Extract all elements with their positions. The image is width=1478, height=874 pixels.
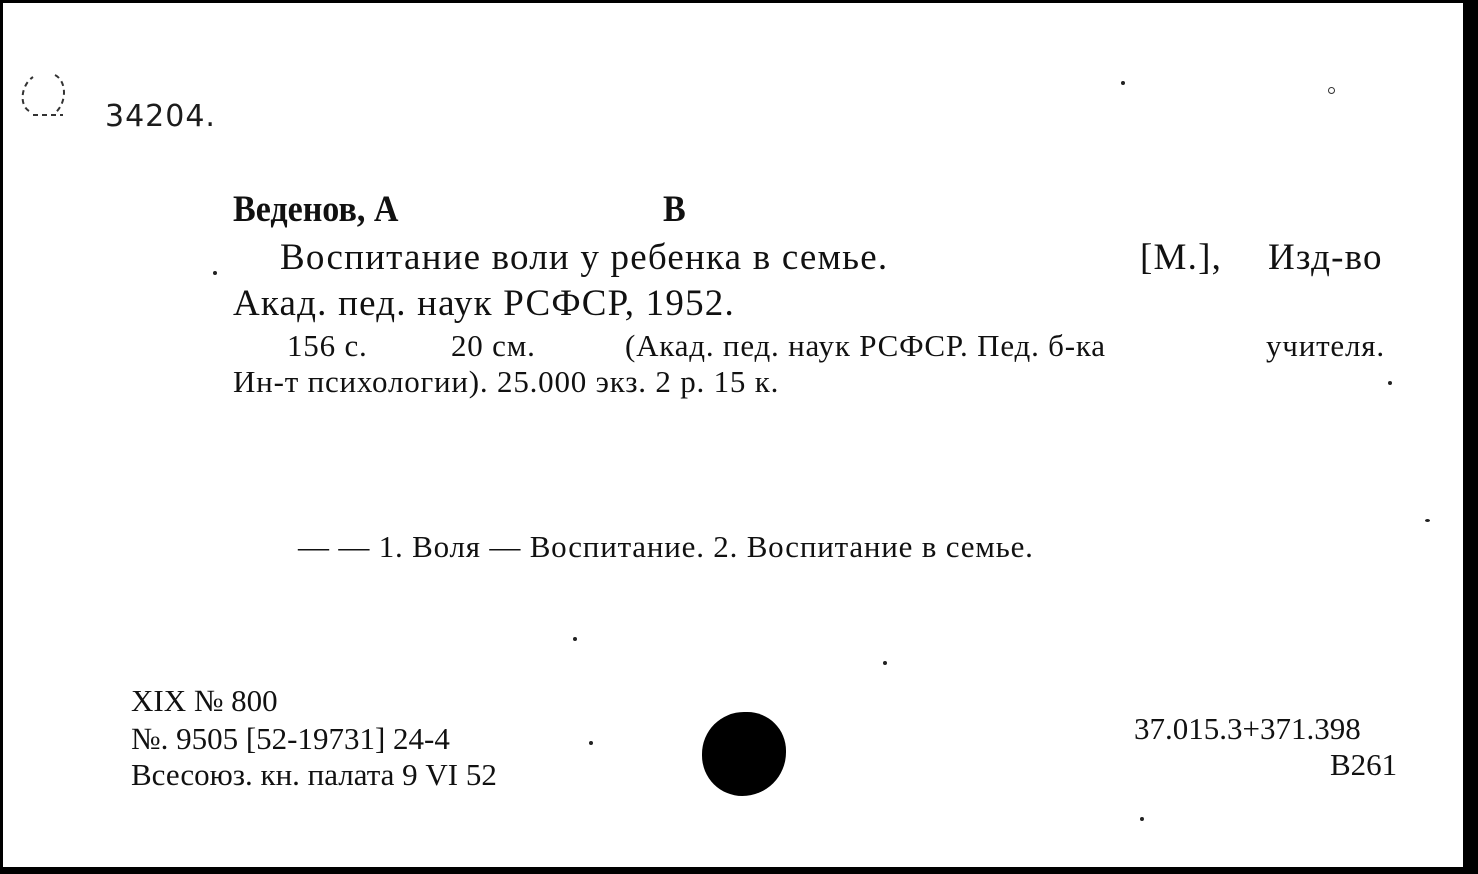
speck [573,637,577,641]
speck [1425,519,1430,522]
registry-line-1: XIX № 800 [131,683,278,718]
edition-and-price: Ин-т психологии). 25.000 экз. 2 р. 15 к. [233,364,780,399]
card-edge [1463,3,1471,867]
speck [1328,87,1335,94]
subject-headings: — — 1. Воля — Воспитание. 2. Воспитание в семье. [298,529,1034,564]
book-size: 20 см. [451,328,536,363]
publisher-and-year: Акад. пед. наук РСФСР, 1952. [233,283,735,324]
author-surname: Веденов, А [233,189,399,230]
publication-place: [М.], [1140,237,1223,278]
series-note: (Акад. пед. наук РСФСР. Пед. б-ка [625,328,1106,363]
registry-line-3: Всесоюз. кн. палата 9 VI 52 [131,757,497,792]
speck [1121,81,1125,85]
speck [883,661,887,665]
author-initial: В [663,189,686,230]
publisher-start: Изд-во [1268,237,1383,278]
speck [1388,381,1392,385]
catalog-card [3,3,1471,867]
handwritten-accession-number [105,99,216,134]
registry-line-2: №. 9505 [52-19731] 24-4 [131,721,450,756]
punch-hole [702,712,786,796]
book-title: Воспитание воли у ребенка в семье. [280,237,889,278]
handwritten-number-text: 34204. [105,99,216,134]
speck [589,741,593,745]
page-count: 156 с. [287,328,368,363]
udc-classification: 37.015.3+371.398 [1134,711,1361,746]
stamp-mark-icon [15,65,85,121]
classification-code: В261 [1330,747,1398,782]
speck [1140,817,1144,821]
series-note-end: учителя. [1266,328,1385,363]
speck [213,271,217,275]
